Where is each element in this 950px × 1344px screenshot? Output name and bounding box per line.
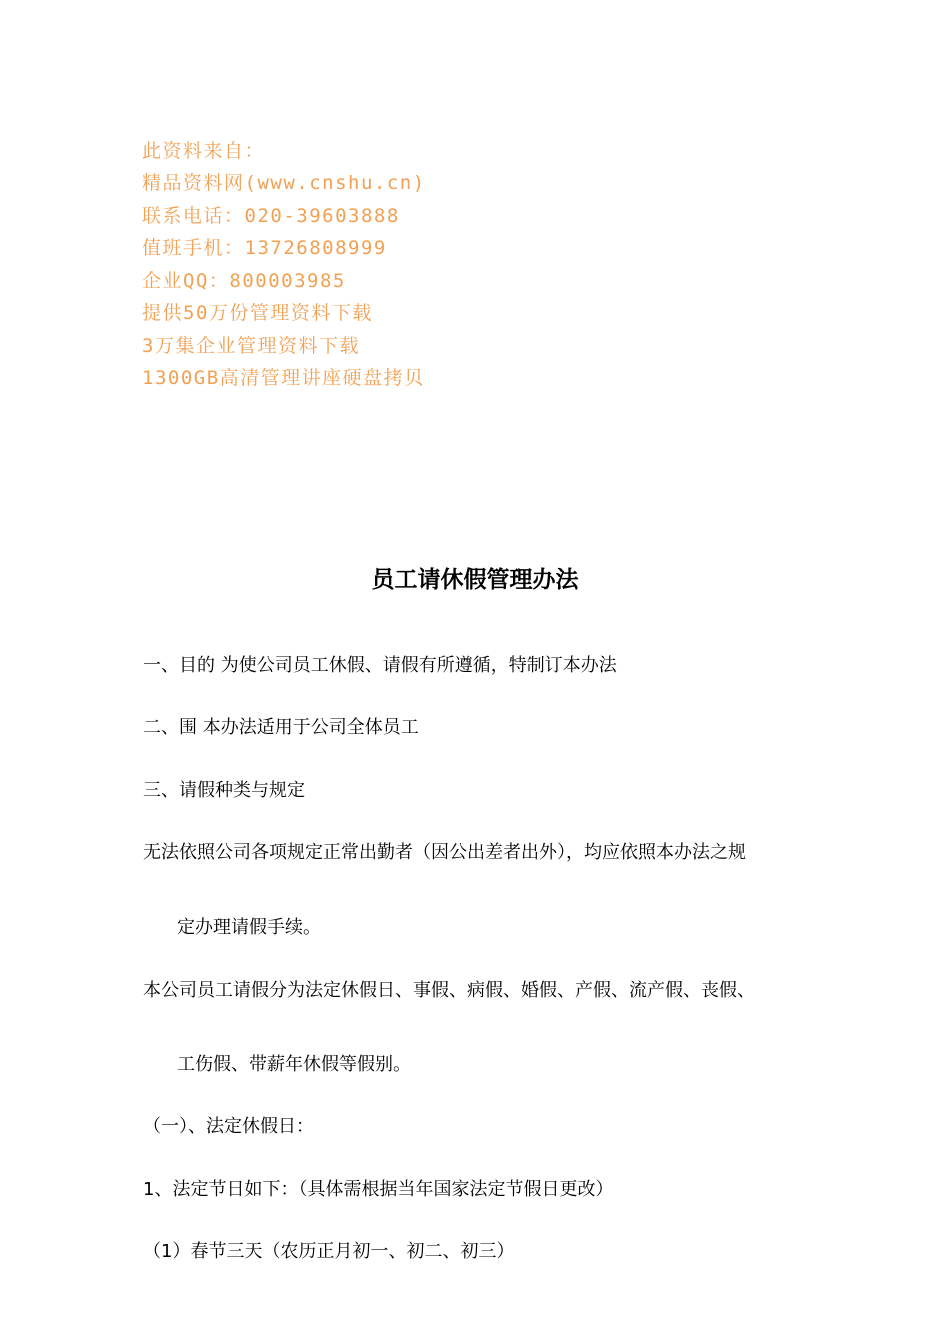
item-spring-festival: （1）春节三天（农历正月初一、初二、初三） [143, 1241, 515, 1262]
paragraph-types-line-2: 工伤假、带薪年休假等假别。 [177, 1054, 411, 1075]
promo-website-line: 精品资料网(www.cnshu.cn) [142, 172, 426, 194]
promo-offer-line-2: 3万集企业管理资料下载 [142, 335, 360, 357]
promo-mobile-line: 值班手机：13726808999 [142, 237, 387, 259]
subsection-holidays: （一）、法定休假日： [143, 1116, 314, 1137]
document-title: 员工请休假管理办法 [371, 567, 579, 593]
promo-offer-line-1: 提供50万份管理资料下载 [142, 302, 373, 324]
promo-source-line: 此资料来自： [142, 140, 266, 162]
item-legal-holidays: 1、法定节日如下：（具体需根据当年国家法定节假日更改） [143, 1179, 614, 1200]
section-purpose: 一、目的 为使公司员工休假、请假有所遵循，特制订本办法 [143, 655, 617, 676]
promo-phone-line: 联系电话：020-39603888 [142, 205, 400, 227]
paragraph-types-line-1: 本公司员工请假分为法定休假日、事假、病假、婚假、产假、流产假、丧假、 [143, 980, 755, 1001]
section-scope: 二、围 本办法适用于公司全体员工 [143, 717, 419, 738]
paragraph-rule-line-2: 定办理请假手续。 [177, 917, 321, 938]
promo-offer-line-3: 1300GB高清管理讲座硬盘拷贝 [142, 367, 425, 389]
section-leave-types: 三、请假种类与规定 [143, 780, 305, 801]
paragraph-rule-line-1: 无法依照公司各项规定正常出勤者（因公出差者出外），均应依照本办法之规 [143, 842, 746, 863]
promo-qq-line: 企业QQ：800003985 [142, 270, 346, 292]
